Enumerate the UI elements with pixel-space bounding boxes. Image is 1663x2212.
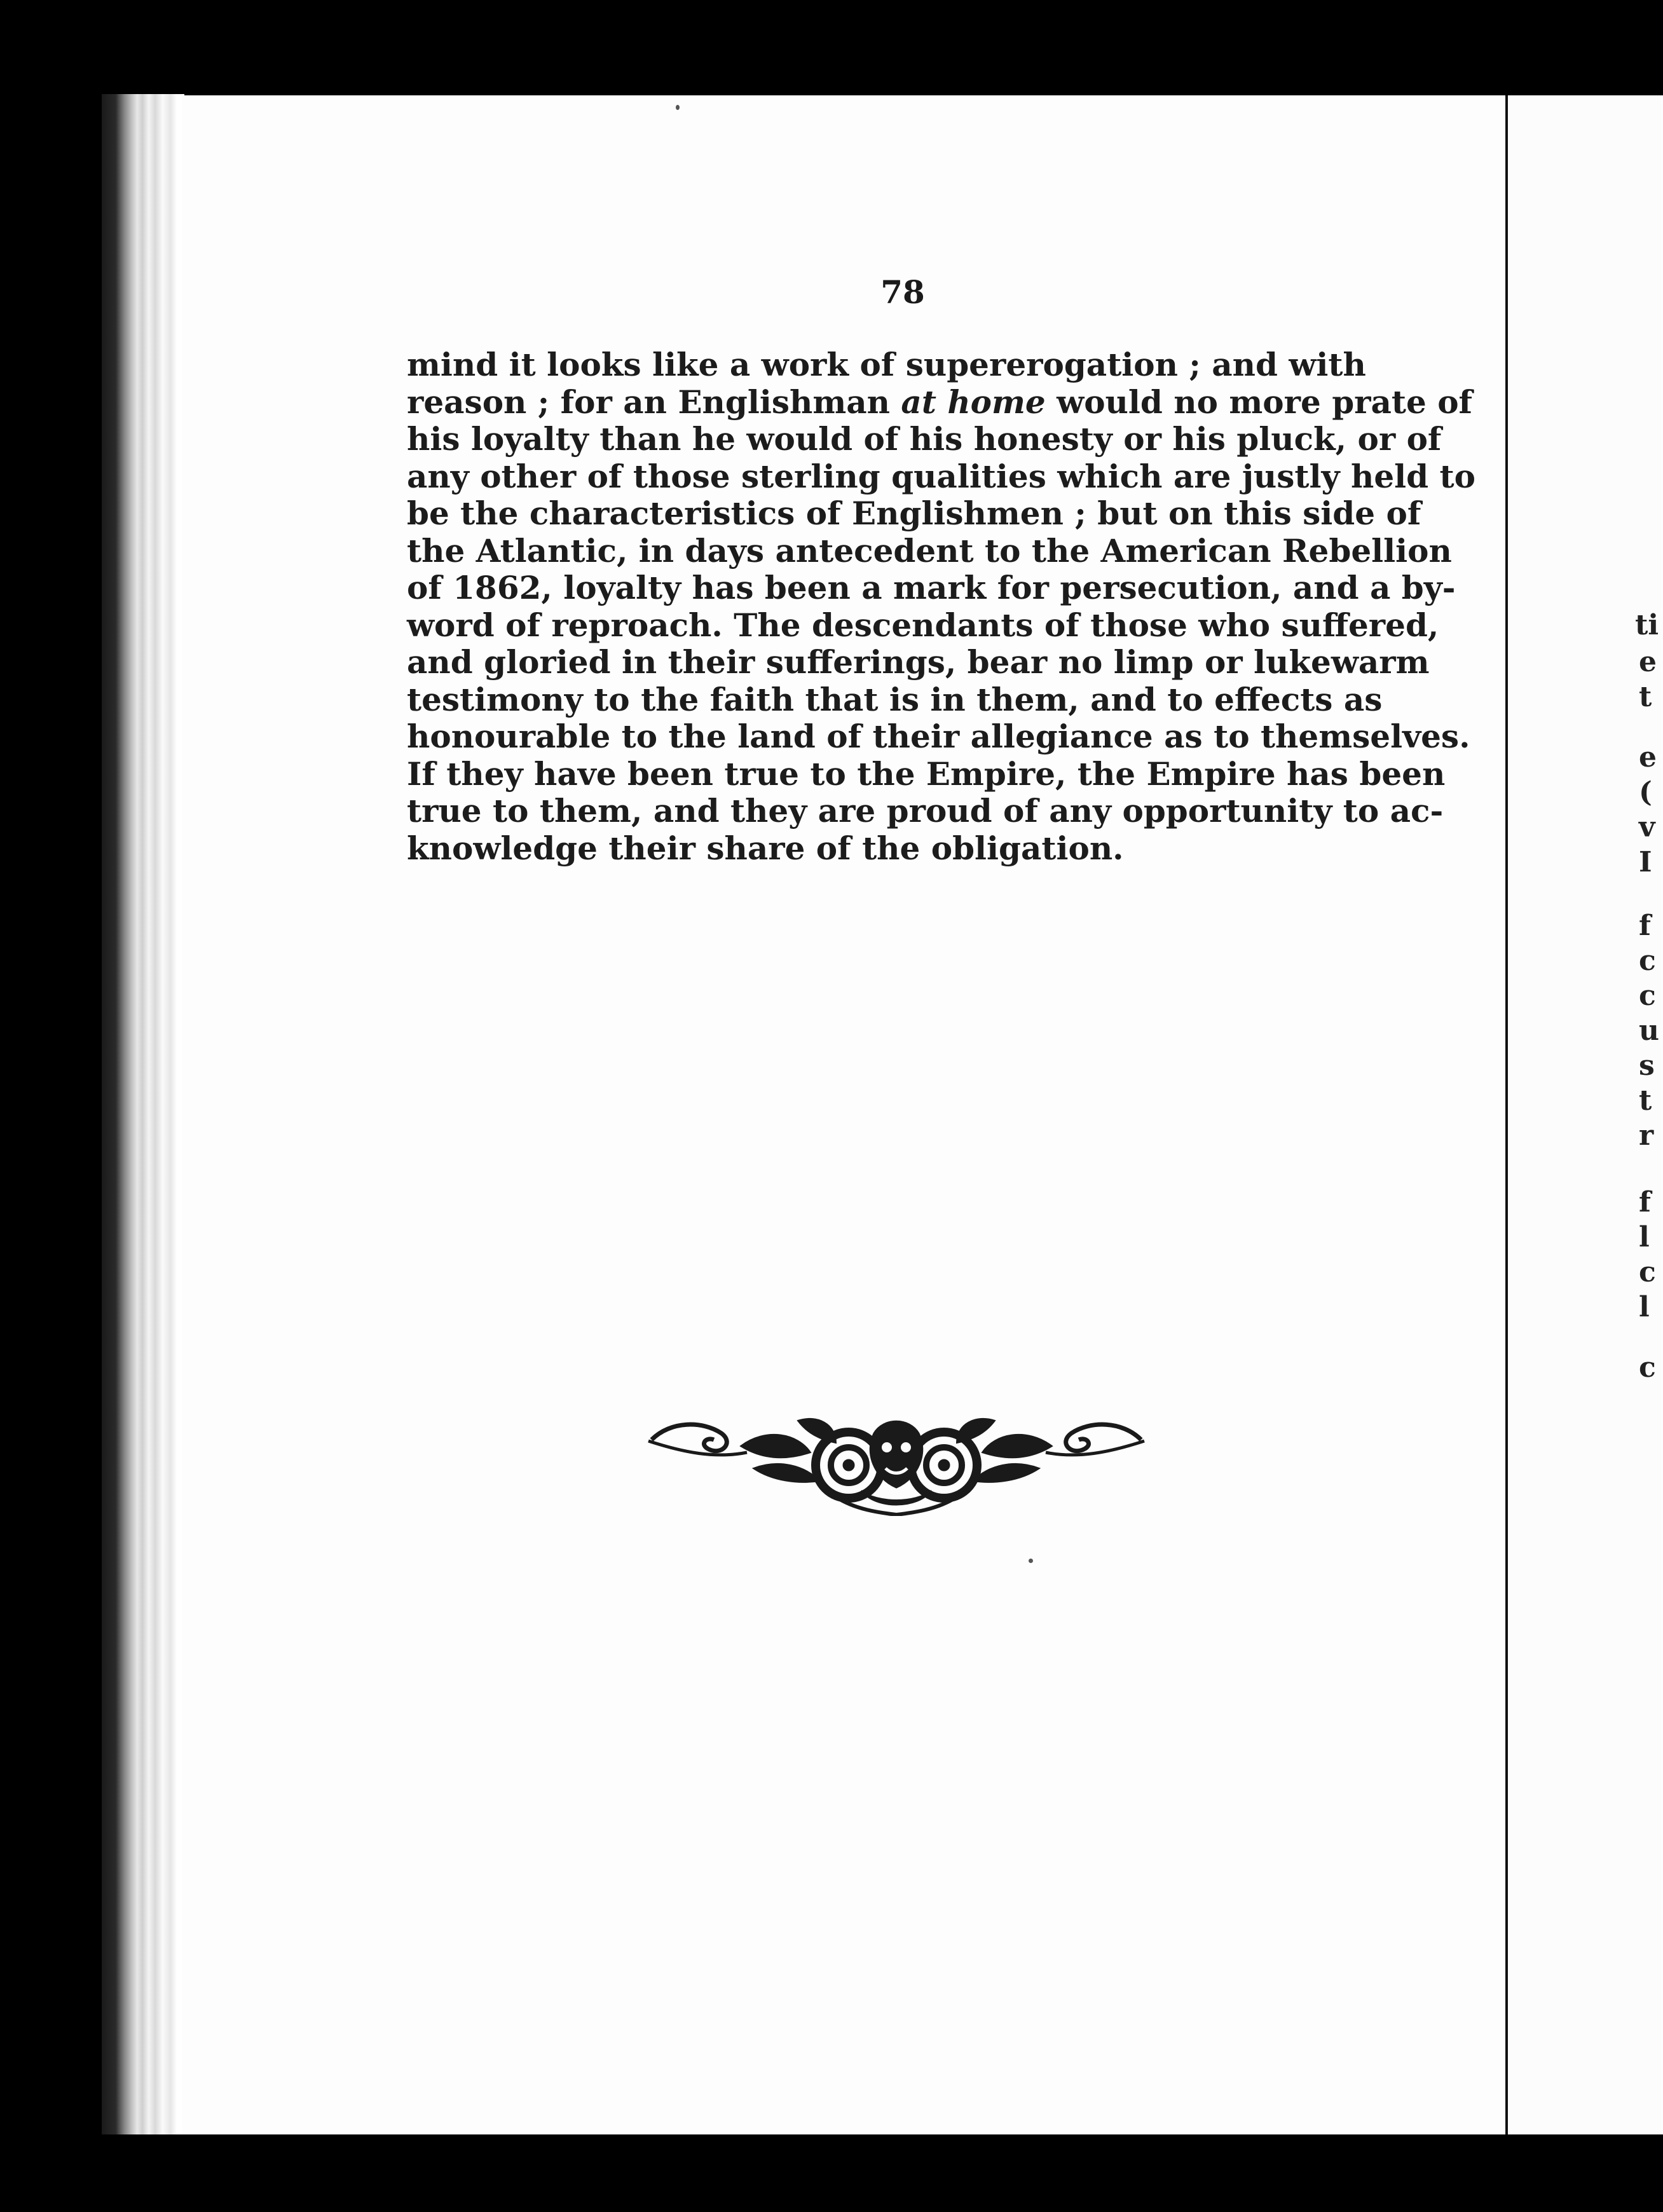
- scan-background-top: [0, 0, 1663, 95]
- text-line: be the characteristics of Englishmen ; but on this side of: [407, 495, 1421, 532]
- facing-text-fragment: ti: [1635, 609, 1659, 641]
- facing-text-fragment: s: [1639, 1049, 1655, 1082]
- facing-text-fragment: l: [1639, 1291, 1650, 1323]
- text-run: reason ; for an Englishman: [407, 383, 901, 421]
- facing-text-fragment: I: [1639, 846, 1652, 878]
- page-number: 78: [880, 273, 925, 311]
- facing-page-edge: [1505, 95, 1663, 2134]
- text-run: would no more prate of: [1045, 383, 1473, 421]
- facing-text-fragment: f: [1639, 1186, 1651, 1219]
- text-line: of 1862, loyalty has been a mark for persecution, and a by-: [407, 569, 1456, 606]
- text-line: the Atlantic, in days antecedent to the American Rebellion: [407, 531, 1452, 570]
- facing-text-fragment: t: [1639, 681, 1652, 713]
- text-line: testimony to the faith that is in them, and to effects as: [407, 680, 1383, 718]
- text-line: any other of those sterling qualities which are justly held to: [407, 457, 1475, 495]
- scan-background-bottom: [0, 2134, 1663, 2212]
- text-line: word of reproach. The descendants of those who suffered,: [407, 606, 1439, 644]
- text-line: mind it looks like a work of supererogation ; and with: [407, 346, 1366, 383]
- text-line: If they have been true to the Empire, the Empire has been: [407, 754, 1446, 793]
- scan-speck: [676, 105, 680, 110]
- text-line: honourable to the land of their allegiance as to themselves.: [407, 718, 1470, 755]
- facing-text-fragment: f: [1639, 910, 1651, 942]
- scan-speck: [1029, 1559, 1033, 1563]
- floral-tailpiece-ornament-icon: [645, 1408, 1147, 1516]
- facing-text-fragment: e: [1639, 741, 1657, 774]
- facing-text-fragment: u: [1639, 1014, 1659, 1047]
- facing-text-fragment: t: [1639, 1084, 1652, 1117]
- facing-text-fragment: r: [1639, 1119, 1654, 1152]
- text-line: and gloried in their sufferings, bear no limp or lukewarm: [407, 643, 1430, 681]
- italic-phrase: at home: [901, 383, 1046, 421]
- book-page-edges: [102, 94, 184, 2134]
- facing-text-fragment: c: [1639, 1351, 1656, 1384]
- body-text: [407, 346, 1475, 867]
- facing-text-fragment: c: [1639, 945, 1656, 977]
- facing-text-fragment: c: [1639, 1256, 1656, 1288]
- text-line: knowledge their share of the obligation.: [407, 829, 1124, 867]
- text-line: true to them, and they are proud of any opportunity to ac-: [407, 792, 1444, 830]
- facing-text-fragment: e: [1639, 646, 1657, 678]
- facing-text-fragment: v: [1639, 811, 1655, 843]
- text-line: his loyalty than he would of his honesty or his pluck, or of: [407, 420, 1442, 458]
- facing-text-fragment: c: [1639, 980, 1656, 1012]
- text-line: [407, 383, 1473, 421]
- facing-text-fragment: (: [1639, 776, 1652, 809]
- facing-text-fragment: l: [1639, 1221, 1650, 1253]
